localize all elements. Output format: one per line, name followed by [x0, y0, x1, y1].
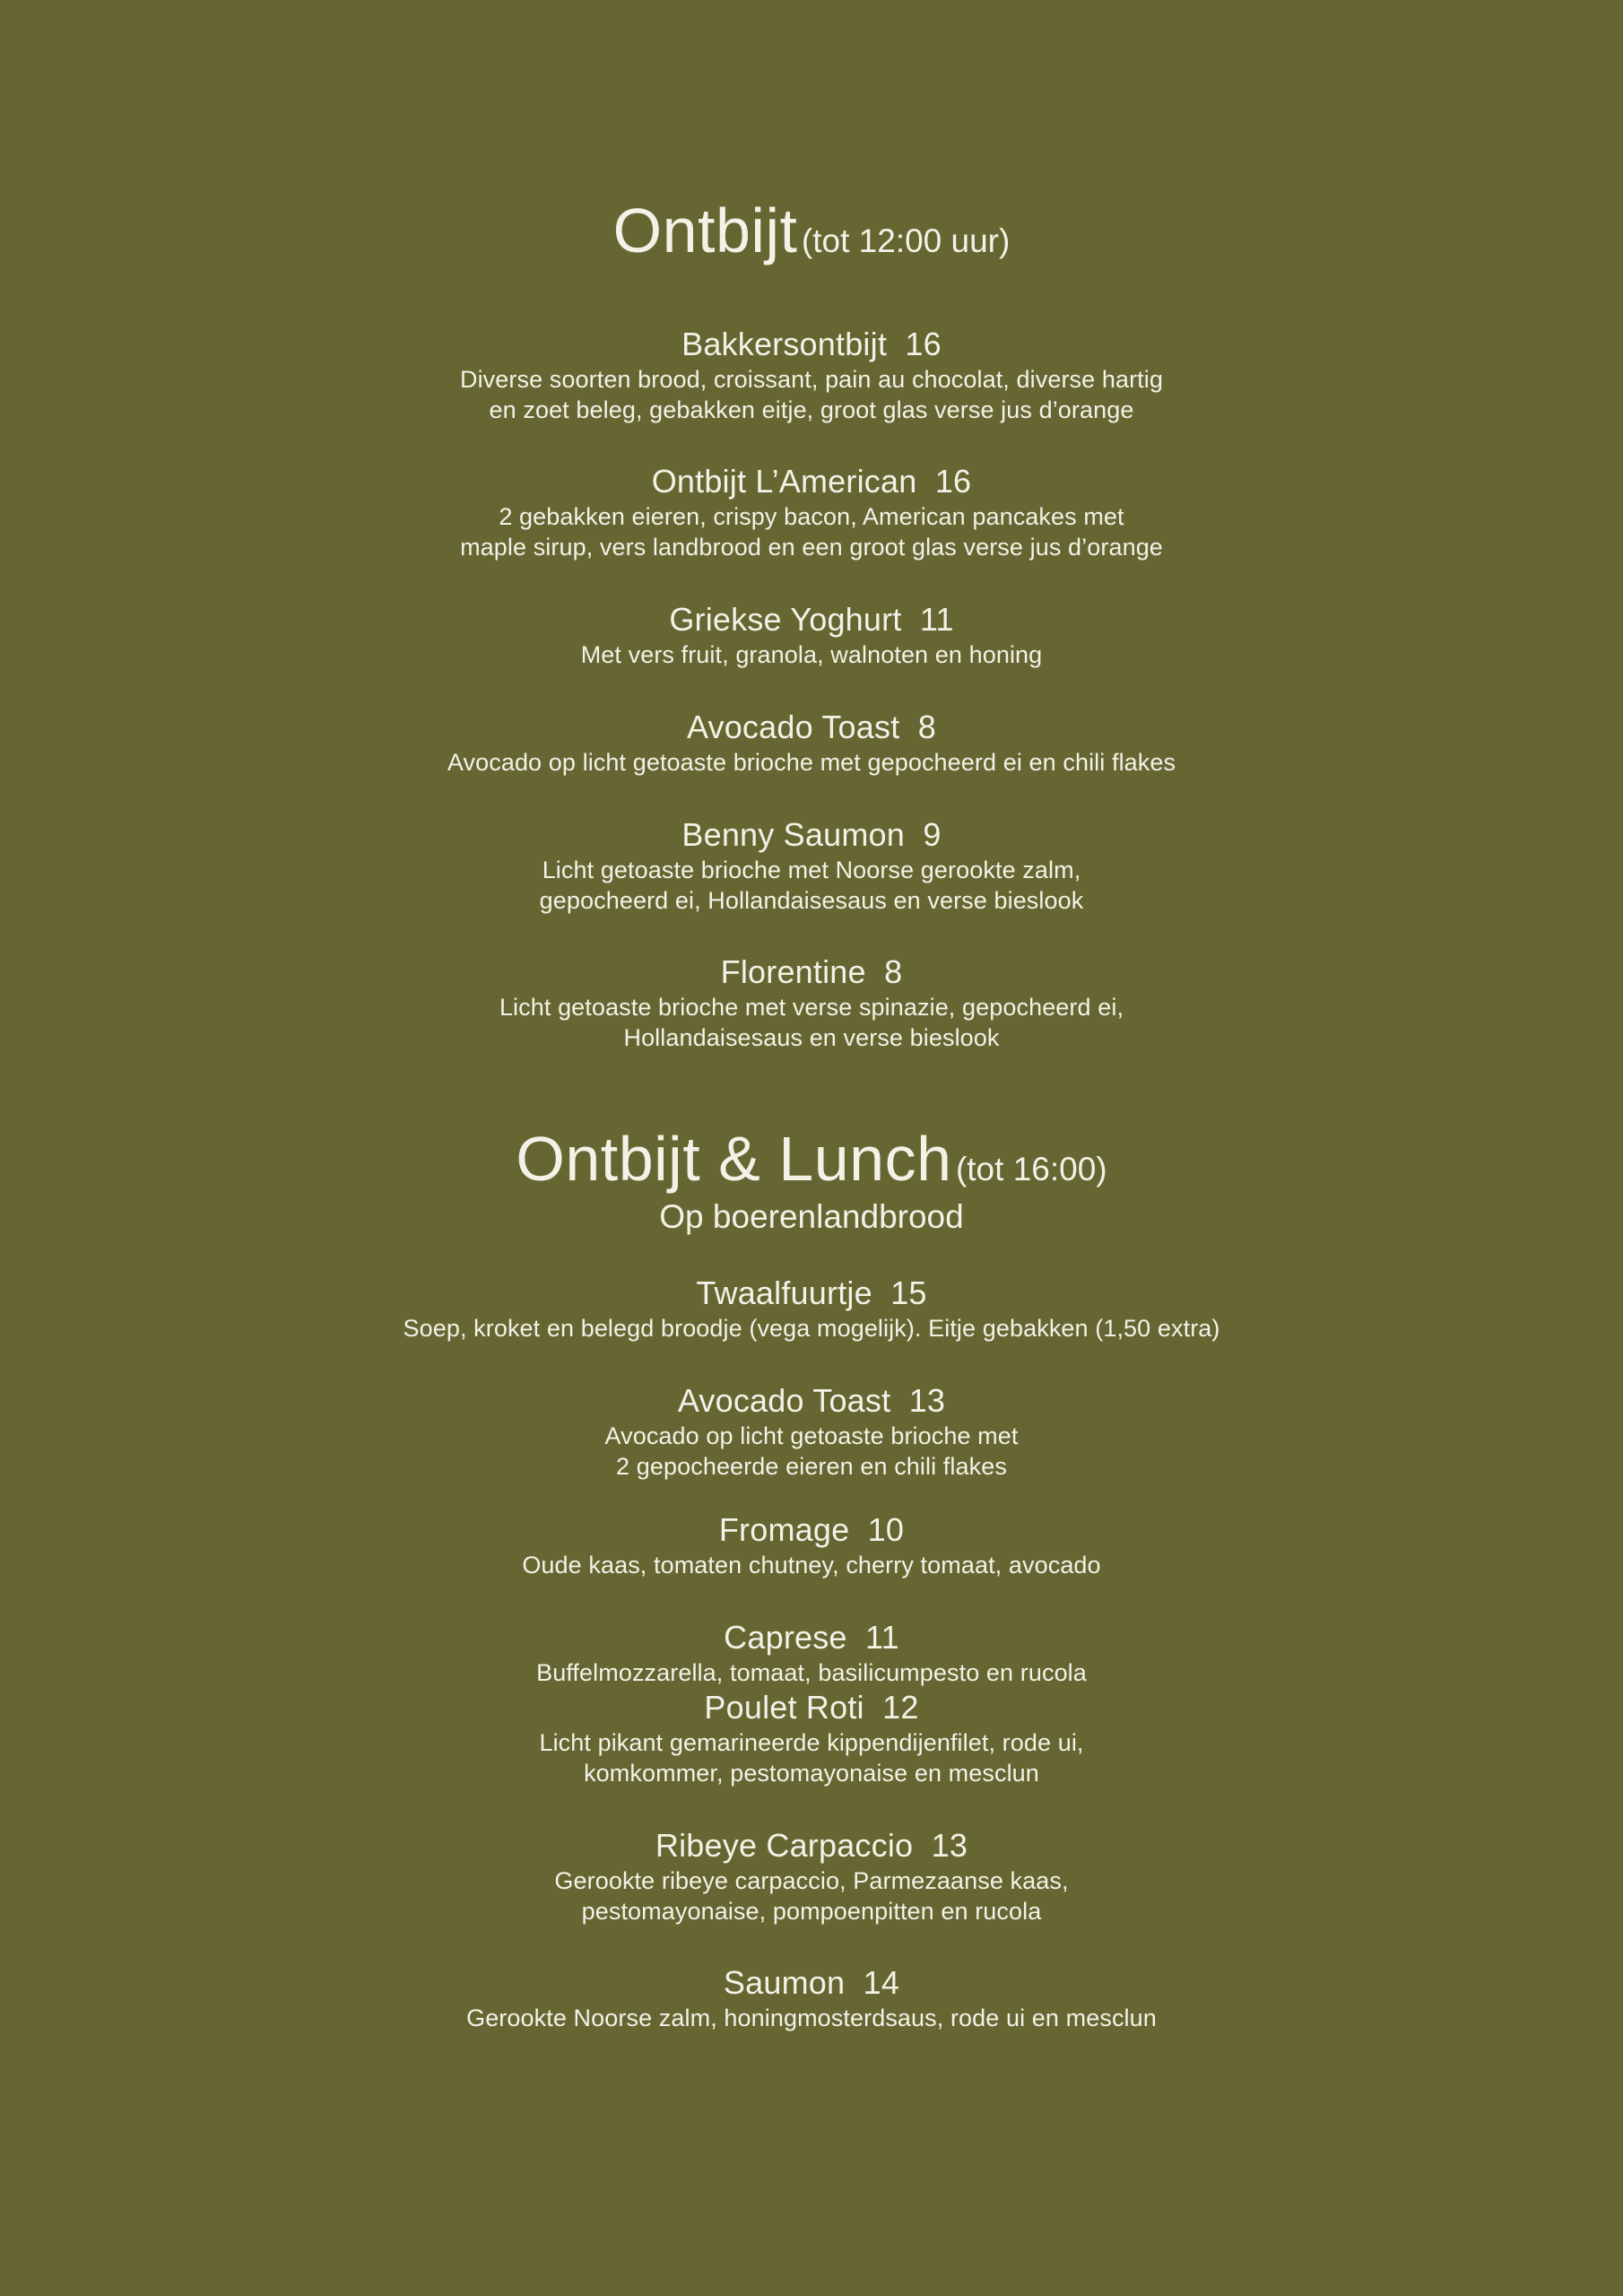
menu-item-name: Ontbijt L’American 16	[651, 463, 972, 500]
description-line: Gerookte ribeye carpaccio, Parmezaanse kaas,	[554, 1867, 1069, 1894]
menu-item	[179, 815, 1444, 916]
section-title-ontbijt	[0, 196, 1623, 265]
menu-item-name: Avocado Toast 13	[677, 1382, 946, 1419]
menu-item	[179, 325, 1444, 425]
menu-item-description	[179, 1727, 1444, 1788]
menu-item	[179, 600, 1444, 670]
menu-item-name: Twaalfuurtje 15	[696, 1274, 927, 1311]
description-line: Soep, kroket en belegd broodje (vega mogelijk). Eitje gebakken (1,50 extra)	[403, 1315, 1220, 1342]
menu-item-name: Saumon 14	[723, 1964, 900, 2001]
menu-item-description	[179, 501, 1444, 562]
description-line: en zoet beleg, gebakken eitje, groot glas verse jus d’orange	[489, 396, 1134, 423]
menu-item-description	[179, 1657, 1444, 1688]
menu-item-description	[179, 639, 1444, 670]
menu-item	[179, 1826, 1444, 1926]
description-line: gepocheerd ei, Hollandaisesaus en verse bieslook	[539, 887, 1084, 914]
section-title-note: (tot 12:00 uur)	[801, 222, 1011, 259]
description-line: Oude kaas, tomaten chutney, cherry tomaat, avocado	[522, 1552, 1101, 1578]
menu-item	[179, 952, 1444, 1053]
menu-item-description	[179, 855, 1444, 916]
menu-item	[179, 1381, 1444, 1482]
menu-item-description	[179, 747, 1444, 778]
menu-item-name: Florentine 8	[720, 953, 903, 990]
description-line: Avocado op licht getoaste brioche met	[604, 1422, 1019, 1449]
menu-item-description	[179, 2003, 1444, 2033]
description-line: 2 gebakken eieren, crispy bacon, American pancakes met	[499, 503, 1124, 530]
menu-item-name: Benny Saumon 9	[681, 816, 942, 853]
menu-item-description	[179, 1421, 1444, 1482]
section-title-lunch	[0, 1124, 1623, 1194]
menu-item-name: Griekse Yoghurt 11	[669, 601, 954, 638]
menu-item-name: Caprese 11	[724, 1619, 899, 1656]
description-line: komkommer, pestomayonaise en mesclun	[584, 1760, 1039, 1787]
description-line: maple sirup, vers landbrood en een groot glas verse jus d’orange	[460, 534, 1163, 561]
menu-item	[179, 1618, 1444, 1688]
menu-item-description	[179, 364, 1444, 425]
description-line: Diverse soorten brood, croissant, pain au chocolat, diverse hartig	[459, 366, 1163, 393]
menu-item-name: Poulet Roti 12	[704, 1689, 919, 1726]
menu-item	[179, 1688, 1444, 1788]
menu-item-description	[179, 992, 1444, 1053]
description-line: 2 gepocheerde eieren en chili flakes	[616, 1453, 1007, 1480]
description-line: Licht getoaste brioche met Noorse gerookte zalm,	[542, 857, 1081, 883]
menu-item	[179, 1274, 1444, 1344]
menu-item-name: Bakkersontbijt 16	[681, 326, 942, 362]
description-line: Hollandaisesaus en verse bieslook	[623, 1024, 1000, 1051]
description-line: Met vers fruit, granola, walnoten en honing	[580, 641, 1043, 668]
description-line: Gerookte Noorse zalm, honingmosterdsaus, rode ui en mesclun	[466, 2005, 1157, 2031]
description-line: Licht pikant gemarineerde kippendijenfilet, rode ui,	[539, 1729, 1084, 1756]
description-line: Buffelmozzarella, tomaat, basilicumpesto en rucola	[536, 1659, 1087, 1686]
description-line: Licht getoaste brioche met verse spinazie, gepocheerd ei,	[499, 994, 1124, 1021]
menu-item-description	[179, 1866, 1444, 1926]
description-line: Avocado op licht getoaste brioche met gepocheerd ei en chili flakes	[447, 749, 1176, 776]
section-title-main: Ontbijt & Lunch	[516, 1124, 952, 1194]
menu-item-name: Avocado Toast 8	[686, 709, 937, 745]
menu-item-description	[179, 1313, 1444, 1344]
menu-item	[179, 708, 1444, 778]
menu-item-name: Fromage 10	[718, 1511, 905, 1548]
menu-item	[179, 462, 1444, 562]
section-title-note: (tot 16:00)	[955, 1151, 1107, 1187]
section-subtitle: Op boerenlandbrood	[659, 1198, 964, 1235]
menu-item-description	[179, 1550, 1444, 1580]
menu-item-name: Ribeye Carpaccio 13	[655, 1827, 968, 1864]
menu-item	[179, 1963, 1444, 2033]
section-title-main: Ontbijt	[612, 196, 798, 265]
menu-item	[179, 1510, 1444, 1580]
description-line: pestomayonaise, pompoenpitten en rucola	[581, 1898, 1042, 1925]
